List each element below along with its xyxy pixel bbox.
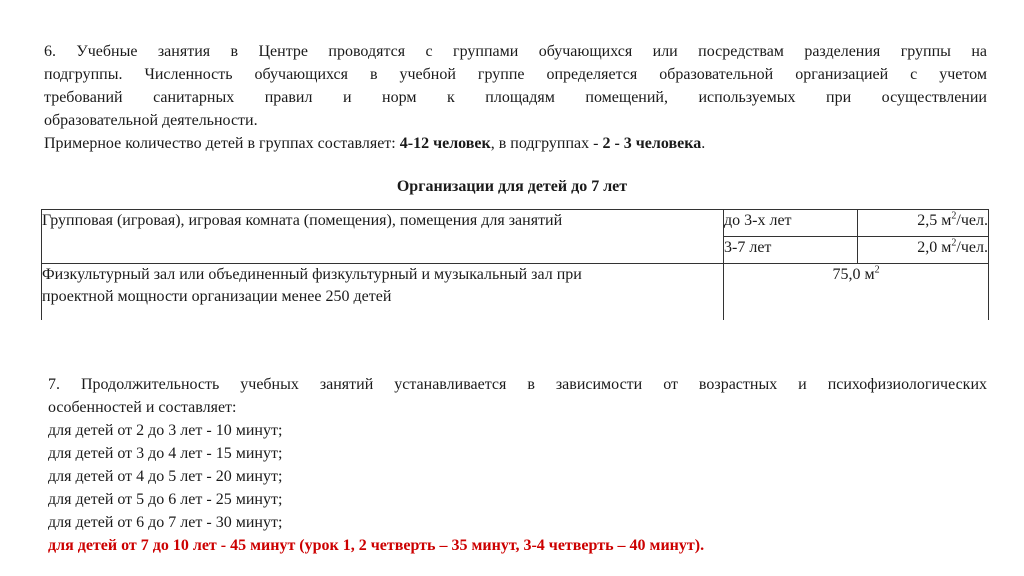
hall-area-cell <box>724 264 989 321</box>
table-row <box>42 210 989 237</box>
superscript: 2 <box>874 264 880 276</box>
area-value-cell <box>858 237 989 264</box>
superscript: 2 <box>951 210 957 222</box>
section-7-line-2: особенностей и составляет: <box>48 399 237 416</box>
duration-item: для детей от 3 до 4 лет - 15 минут; <box>48 445 283 462</box>
age-cell: до 3-х лет <box>724 210 858 237</box>
area-unit: /чел. <box>956 239 988 256</box>
age-cell: 3-7 лет <box>724 237 858 264</box>
section-6-line-3: требований санитарных правил и норм к площадям помещений, используемых при осуществлении <box>44 89 987 106</box>
room-type-cell: Групповая (игровая), игровая комната (помещения), помещения для занятий <box>42 210 724 264</box>
subgroup-size-value: 2 - 3 человека <box>602 135 702 152</box>
room-type-line-1: Физкультурный зал или объединенный физкультурный и музыкальный зал при <box>42 266 582 283</box>
section-6-line-2: подгруппы. Численность обучающихся в учебной группе определяется образовательной организацией с учетом <box>44 66 987 83</box>
superscript: 2 <box>951 237 957 249</box>
duration-item: для детей от 6 до 7 лет - 30 минут; <box>48 514 283 531</box>
duration-highlight: для детей от 7 до 10 лет - 45 минут (урок 1, 2 четверть – 35 минут, 3-4 четверть – 40 минут). <box>48 537 705 554</box>
duration-item: для детей от 2 до 3 лет - 10 минут; <box>48 422 283 439</box>
group-count-prefix: Примерное количество детей в группах составляет: <box>44 135 400 152</box>
area-value: 2,0 м <box>917 239 952 256</box>
area-value: 2,5 м <box>917 212 952 229</box>
room-type-cell <box>42 264 724 321</box>
group-count-middle: , в подгруппах - <box>490 135 603 152</box>
table-heading: Организации для детей до 7 лет <box>396 178 628 195</box>
group-count-suffix: . <box>701 135 706 152</box>
area-norms-table <box>41 209 989 320</box>
room-type-line-2: проектной мощности организации менее 250 детей <box>42 288 392 305</box>
table-row <box>42 264 989 321</box>
duration-item: для детей от 5 до 6 лет - 25 минут; <box>48 491 283 508</box>
hall-area-value: 75,0 м <box>832 266 875 283</box>
area-value-cell <box>858 210 989 237</box>
section-6-paragraph <box>44 40 987 155</box>
area-unit: /чел. <box>956 212 988 229</box>
group-size-value: 4-12 человек <box>399 135 491 152</box>
duration-item: для детей от 4 до 5 лет - 20 минут; <box>48 468 283 485</box>
section-7-paragraph <box>48 373 987 557</box>
section-6-line-4: образовательной деятельности. <box>44 112 258 129</box>
section-7-line-1: 7. Продолжительность учебных занятий устанавливается в зависимости от возрастных и психофизиологических <box>48 376 987 393</box>
group-count-sentence <box>44 132 987 155</box>
section-6-line-1: 6. Учебные занятия в Центре проводятся с группами обучающихся или посредствам разделения группы на <box>44 43 987 60</box>
